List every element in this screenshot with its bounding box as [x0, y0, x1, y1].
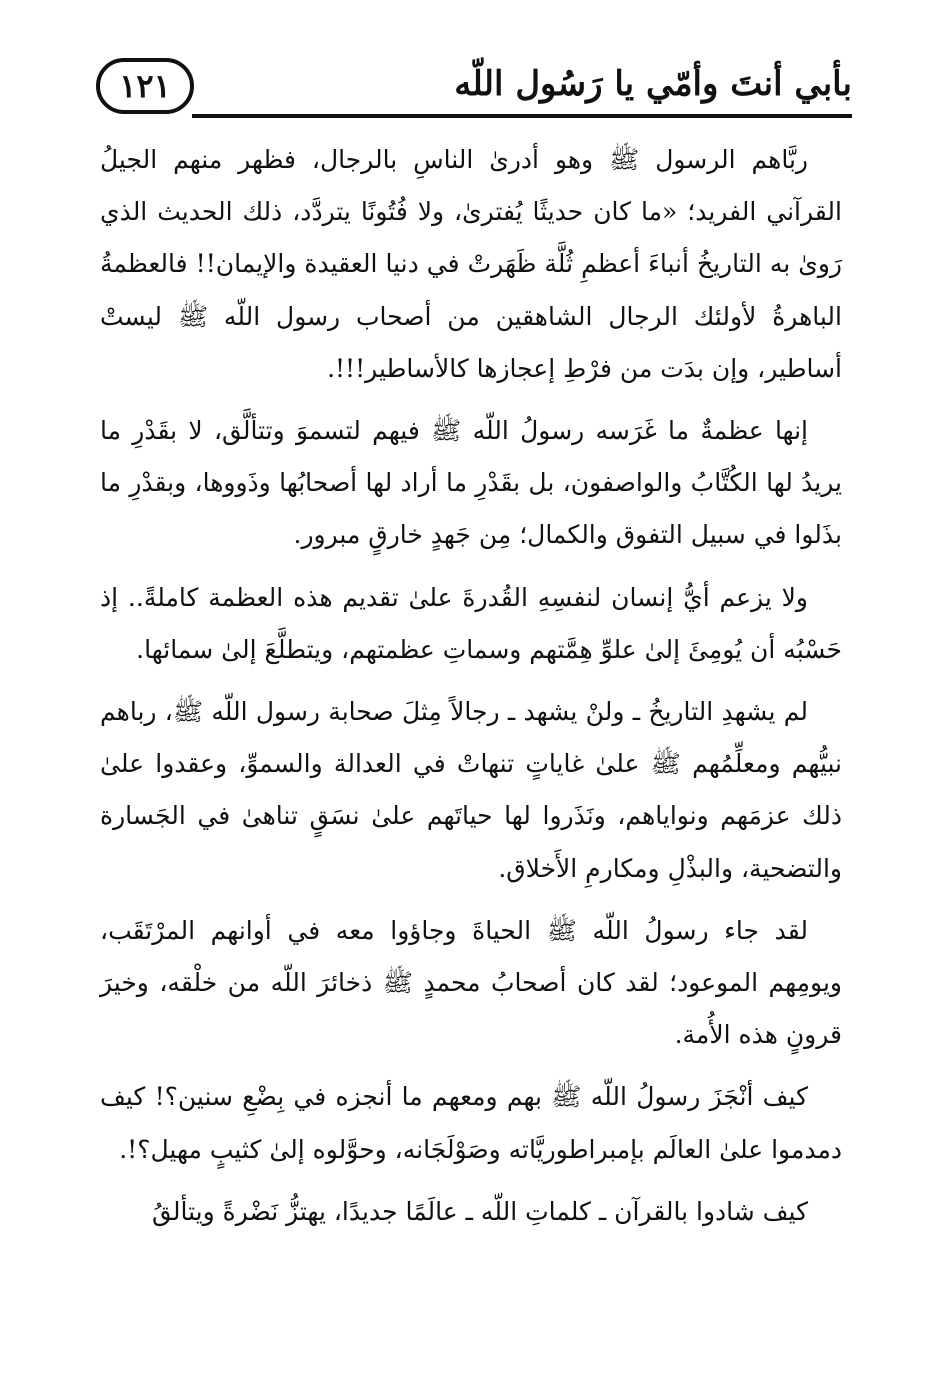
paragraph-5: لقد جاء رسولُ اللّه ﷺ الحياةَ وجاؤوا معه في أوانهم المرْتَقَب، ويومِهم الموعود؛ لقد كان أصحابُ محمدٍ ﷺ ذخائرَ اللّه من خلْقه، وخيرَ قرونٍ هذه الأُمة.	[100, 915, 842, 1050]
paragraph-2: إنها عظمةٌ ما غَرَسه رسولُ اللّه ﷺ فيهم لتسموَ وتتألَّق، لا بقَدْرِ ما يريدُ لها الكُتَّابُ والواصفون، بل بقَدْرِ ما أراد لها أصحابُها وذَووها، وبقدْرِ ما بذَلوا في سبيل التفوق والكمال؛ مِن جَهدٍ خارقٍ مبرور.	[100, 416, 842, 550]
page-header	[96, 58, 852, 128]
paragraph-6: كيف أنْجَزَ رسولُ اللّه ﷺ بهم ومعهم ما أنجزه في بِضْعِ سنين؟! كيف دمدموا علىٰ العالَم بإمبراطوريَّاته وصَوْلَجَانه، وحوَّلوه إلىٰ كثيبٍ مهيل؟!.	[100, 1082, 842, 1164]
paragraph-1: ربَّاهم الرسول ﷺ وهو أدرىٰ الناسِ بالرجال، فظهر منهم الجيلُ القرآني الفريد؛ «ما كان حديثًا يُفترىٰ، ولا فُتُونًا يتردَّد، ذلك الحديث الذي رَوىٰ به التاريخُ أنباءَ أعظمِ ثُلَّة ظَهَرتْ في دنيا العقيدة والإيمان!! فالعظمةُ الباهرةُ لأولئك الرجال الشاهقين من أصحاب رسول اللّه ﷺ ليستْ أساطير، وإن بدَت من فرْطِ إعجازها كالأساطير!!!.	[100, 145, 842, 383]
running-title: بأبي أنتَ وأمّي يا رَسُول اللّه	[454, 64, 852, 104]
page-body	[100, 134, 842, 1238]
header-divider	[192, 114, 852, 118]
paragraph-7: كيف شادوا بالقرآن ـ كلماتِ اللّه ـ عالَمًا جديدًا، يهتزُّ نَضْرةً ويتألقُ	[152, 1196, 808, 1226]
paragraph-3: ولا يزعم أيُّ إنسان لنفسِهِ القُدرةَ علىٰ تقديم هذه العظمة كاملةً.. إذ حَسْبُه أن يُومِئَ إلىٰ علوِّ هِمَّتهم وسماتِ عظمتهم، ويتطلَّعَ إلىٰ سمائها.	[100, 582, 842, 664]
paragraph-4: لم يشهدِ التاريخُ ـ ولنْ يشهد ـ رجالاً مِثلَ صحابة رسول اللّه ﷺ، رباهم نبيُّهم ومعلِّمُهم ﷺ علىٰ غاياتٍ تنهاتْ في العدالة والسموِّ، وعقدوا علىٰ ذلك عزمَهم ونواياهم، ونَذَروا لها حياتَهم علىٰ نسَقٍ تناهىٰ في الجَسارة والتضحية، والبذْلِ ومكارمِ الأَخلاق.	[100, 697, 843, 883]
page-number-badge: ١٢١	[96, 58, 194, 114]
